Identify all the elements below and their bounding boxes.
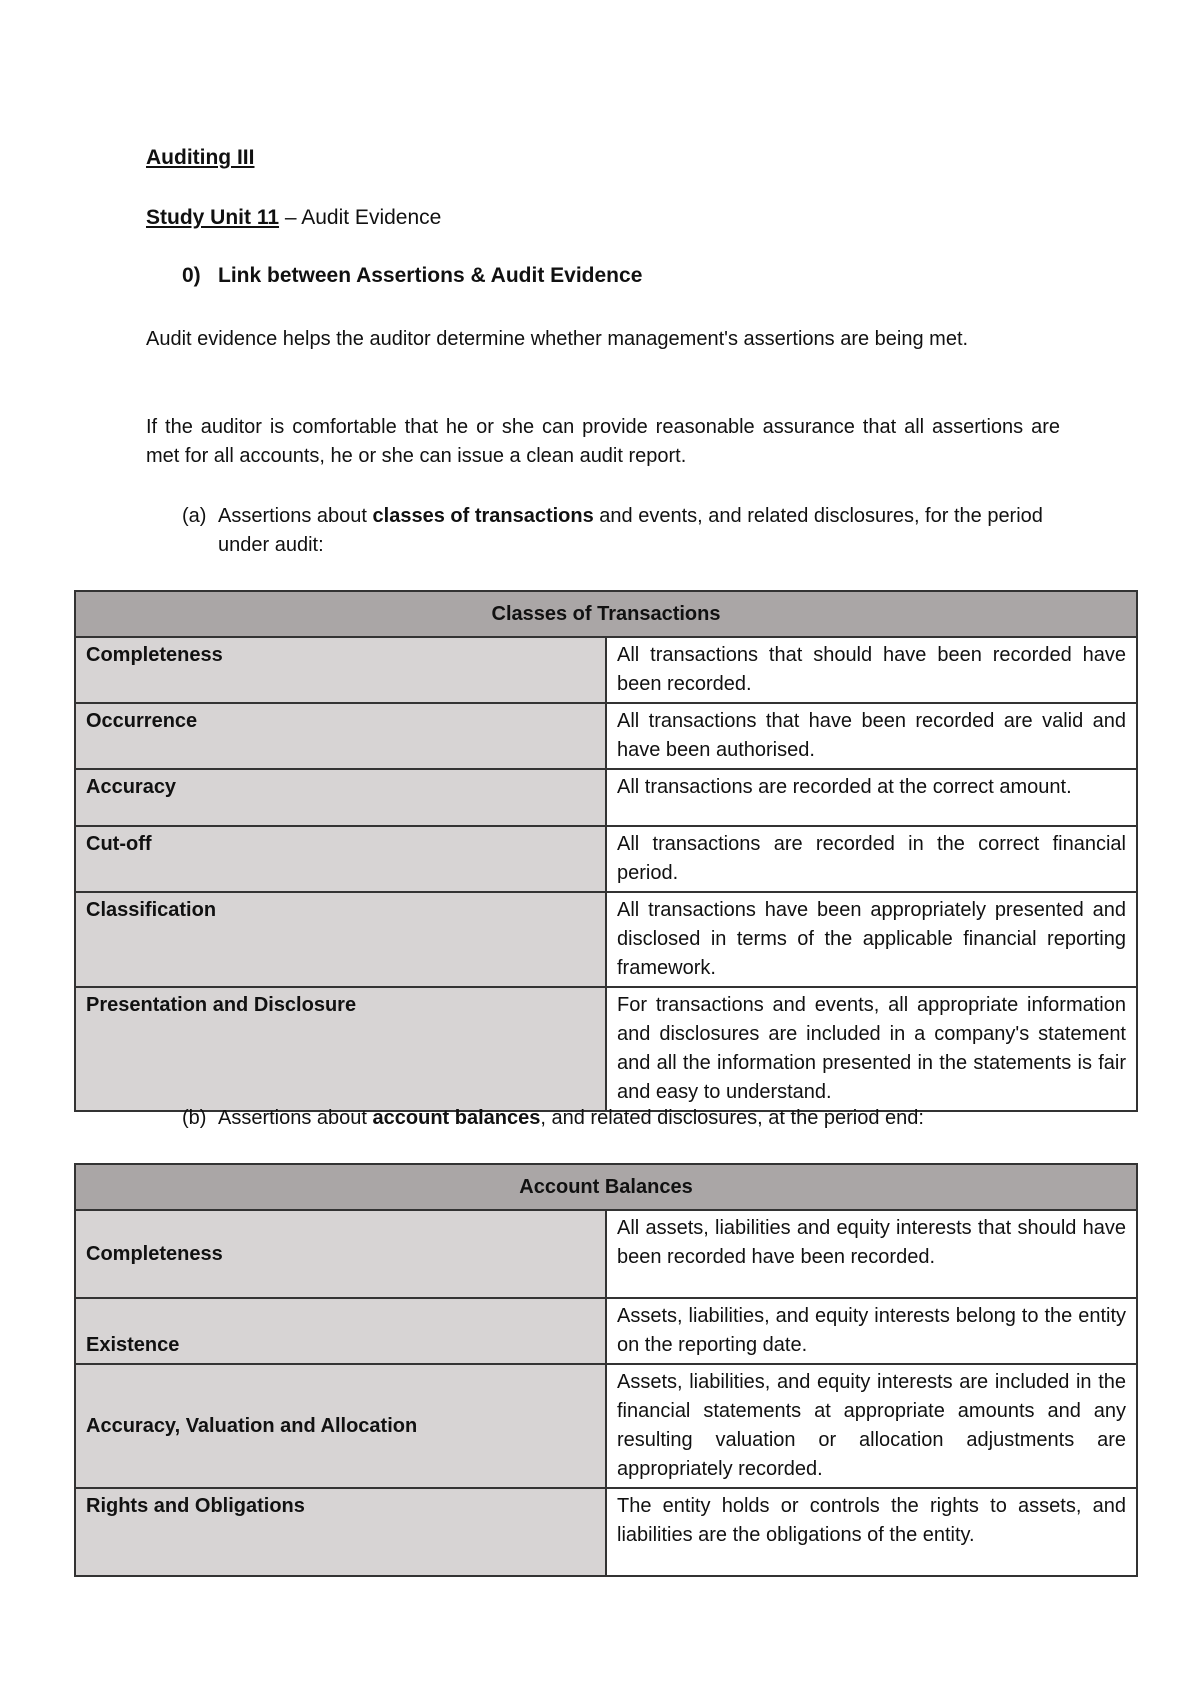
table-row [75, 1298, 1137, 1364]
section-heading [182, 264, 642, 288]
subsection-b [182, 1104, 1062, 1133]
document-title: Auditing III [146, 146, 255, 169]
assertion-label: Completeness [75, 1210, 606, 1298]
study-unit-line [146, 206, 441, 230]
assertion-label: Rights and Obligations [75, 1488, 606, 1576]
table-row [75, 637, 1137, 703]
table-header: Account Balances [75, 1164, 1137, 1210]
assertion-description: All transactions are recorded at the correct amount. [606, 769, 1137, 826]
study-unit-label: Study Unit 11 [146, 206, 280, 229]
classes-of-transactions-table [74, 590, 1138, 1112]
assertion-label: Existence [75, 1298, 606, 1364]
assertion-description: All transactions have been appropriately presented and disclosed in terms of the applicable financial reporting framework. [606, 892, 1137, 987]
table-header-row [75, 1164, 1137, 1210]
section-number: 0) [182, 264, 201, 287]
assertion-description: All transactions that have been recorded are valid and have been authorised. [606, 703, 1137, 769]
assertion-description: Assets, liabilities, and equity interests belong to the entity on the reporting date. [606, 1298, 1137, 1364]
subsection-a-text [218, 502, 1062, 560]
table-header-row [75, 591, 1137, 637]
subsection-a-keyword: classes of transactions [372, 505, 594, 527]
subsection-b-keyword: account balances [372, 1107, 541, 1129]
assertion-label: Classification [75, 892, 606, 987]
subsection-a-after: and events, and related disclosures, for the period under audit: [218, 505, 1043, 556]
subsection-a-letter: (a) [182, 505, 207, 527]
assertion-label: Presentation and Disclosure [75, 987, 606, 1111]
assertion-label: Occurrence [75, 703, 606, 769]
subsection-b-text [218, 1104, 1062, 1133]
assertion-description: The entity holds or controls the rights to assets, and liabilities are the obligations of the entity. [606, 1488, 1137, 1576]
study-unit-topic: Audit Evidence [301, 206, 442, 229]
table-row [75, 1210, 1137, 1298]
paragraph-clean-report: If the auditor is comfortable that he or she can provide reasonable assurance that all assertions are met for all accounts, he or she can issue a clean audit report. [146, 416, 1060, 467]
table-row [75, 987, 1137, 1111]
assertion-description: Assets, liabilities, and equity interests are included in the financial statements at appropriate amounts and any resulting valuation or allocation adjustments are appropriately recorded. [606, 1364, 1137, 1488]
table-row [75, 892, 1137, 987]
assertion-description: All assets, liabilities and equity interests that should have been recorded have been recorded. [606, 1210, 1137, 1298]
subsection-a [182, 502, 1062, 560]
table-header: Classes of Transactions [75, 591, 1137, 637]
table-row [75, 769, 1137, 826]
assertion-description: All transactions that should have been recorded have been recorded. [606, 637, 1137, 703]
table-row [75, 1488, 1137, 1576]
study-unit-separator: – [279, 206, 302, 229]
assertion-label: Completeness [75, 637, 606, 703]
subsection-b-before: Assertions about [218, 1107, 373, 1129]
assertion-description: All transactions are recorded in the correct financial period. [606, 826, 1137, 892]
paragraph-audit-evidence: Audit evidence helps the auditor determine whether management's assertions are being met. [146, 328, 969, 350]
assertion-label: Accuracy, Valuation and Allocation [75, 1364, 606, 1488]
account-balances-table [74, 1163, 1138, 1577]
assertion-label: Accuracy [75, 769, 606, 826]
section-heading-text: Link between Assertions & Audit Evidence [218, 264, 643, 287]
subsection-b-after: , and related disclosures, at the period end: [540, 1107, 924, 1129]
subsection-b-letter: (b) [182, 1107, 207, 1129]
assertion-label: Cut-off [75, 826, 606, 892]
subsection-a-before: Assertions about [218, 505, 373, 527]
table-row [75, 1364, 1137, 1488]
table-row [75, 703, 1137, 769]
assertion-description: For transactions and events, all appropriate information and disclosures are included in a company's statement and all the information presented in the statements is fair and easy to understand. [606, 987, 1137, 1111]
table-row [75, 826, 1137, 892]
